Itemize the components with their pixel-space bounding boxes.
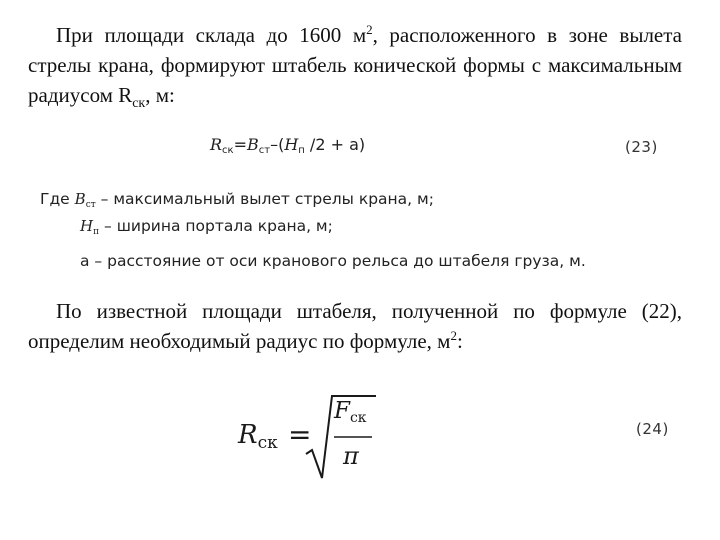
formula-lhs: $R_{ск}$ xyxy=(238,420,278,453)
definition-h xyxy=(80,217,333,235)
definition-a: а – расстояние от оси кранового рельса до штабеля груза, м. xyxy=(80,252,586,270)
paragraph-intro xyxy=(28,20,682,110)
formula-23 xyxy=(210,135,365,154)
formula-24 xyxy=(238,392,378,482)
formula-operator: = xyxy=(233,135,247,154)
formula-equals: = xyxy=(288,418,312,451)
equation-number-23: (23) xyxy=(625,138,658,156)
definition-text: – ширина портала крана, м; xyxy=(99,217,333,235)
paragraph-text: При площади склада до 1600 м xyxy=(56,23,367,47)
formula-subscript: ст xyxy=(258,145,271,156)
definition-text: – максимальный вылет стрелы крана, м; xyxy=(95,190,434,208)
formula-numerator: $F_{ск}$ xyxy=(334,398,367,426)
formula-denominator: π xyxy=(343,442,359,470)
symbol-b: $B_{ст}$ xyxy=(74,190,96,210)
formula-text: –( xyxy=(270,135,285,154)
formula-symbol: R xyxy=(210,135,223,154)
paragraph-text: , м: xyxy=(145,83,175,107)
formula-subscript: п xyxy=(298,145,305,156)
paragraph-text: : xyxy=(456,329,463,353)
formula-subscript: ск xyxy=(222,145,234,156)
subscript: ск xyxy=(132,96,146,112)
formula-symbol: B xyxy=(247,135,259,154)
paragraph-radius xyxy=(28,296,682,356)
where-label: Где xyxy=(40,190,70,208)
equation-number-24: (24) xyxy=(636,420,669,438)
superscript: 2 xyxy=(450,328,457,343)
definition-b xyxy=(40,190,434,208)
symbol-h: $H_п$ xyxy=(80,217,100,237)
superscript: 2 xyxy=(366,22,373,37)
formula-symbol: H xyxy=(284,135,299,154)
paragraph-text: По известной площади штабеля, полученной по формуле (22), определим необходимый радиус по формуле, м xyxy=(28,299,682,353)
formula-text: /2 + a) xyxy=(304,135,366,154)
paragraph-text: , расположенного в зоне вылета стрелы крана, формируют штабель конической формы с максимальным радиусом R xyxy=(28,23,683,107)
